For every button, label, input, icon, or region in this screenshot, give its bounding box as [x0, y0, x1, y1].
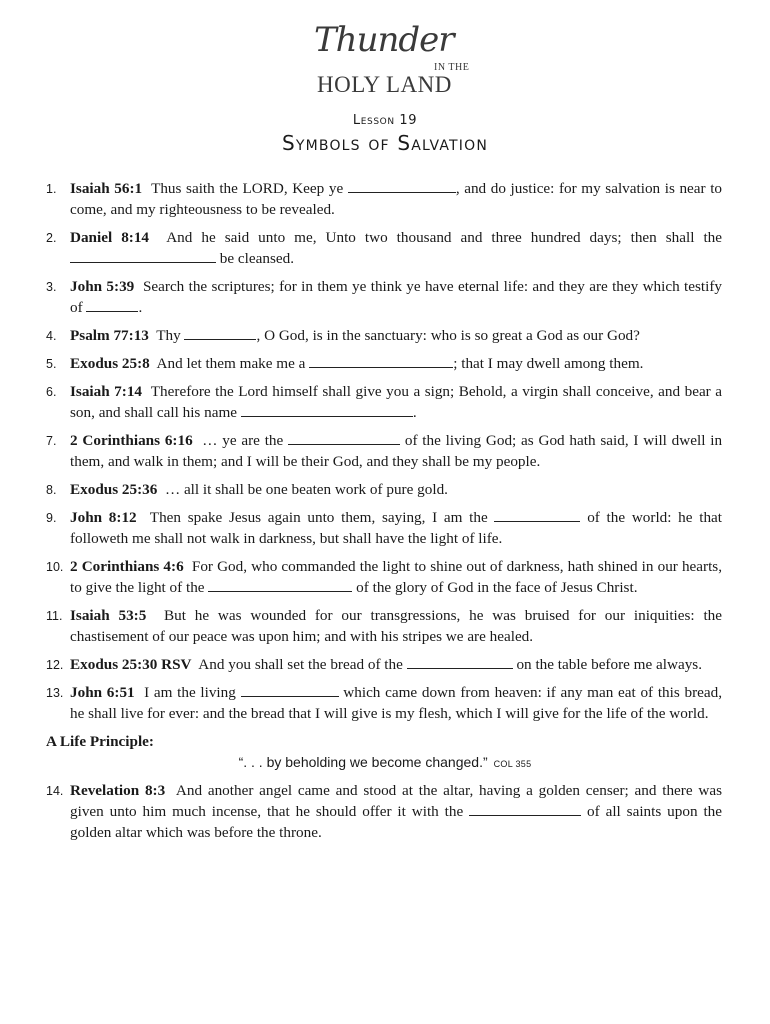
scripture-reference: Isaiah 53:5: [70, 607, 147, 624]
verse-text: … ye are the: [202, 432, 284, 449]
verse-text: … all it shall be one beaten work of pure gold.: [164, 481, 448, 498]
verse-text: on the table before me always.: [516, 656, 703, 673]
verse-text: .: [138, 299, 143, 316]
scripture-reference: Isaiah 7:14: [70, 383, 143, 400]
verse-text: Thus saith the LORD, Keep ye: [151, 180, 344, 197]
verse-text: And let them make me a: [156, 355, 306, 372]
verse-text: Thy: [156, 327, 181, 344]
item-number: 12.: [46, 658, 64, 672]
item-number: 6.: [46, 385, 57, 399]
scripture-reference: 2 Corinthians 4:6: [70, 558, 184, 575]
question-item-10: [0, 556, 722, 598]
scripture-reference: Daniel 8:14: [70, 229, 150, 246]
verse-text: ; that I may dwell among them.: [453, 355, 644, 372]
thunder-holy-land-logo: [300, 20, 470, 100]
item-number: 9.: [46, 511, 57, 525]
question-item-12: [0, 654, 722, 675]
verse-text: For God, who commanded the light to shine out of darkness, hath shined in our hearts, to give the light of the: [70, 558, 723, 596]
question-item-8: [0, 479, 722, 500]
item-number: 4.: [46, 329, 57, 343]
item-number: 3.: [46, 280, 57, 294]
question-list: [0, 178, 770, 850]
verse-text: .: [412, 404, 417, 421]
answer-blank[interactable]: [184, 327, 256, 340]
question-item-5: [0, 353, 722, 374]
question-item-11: [0, 605, 722, 647]
scripture-reference: Isaiah 56:1: [70, 180, 143, 197]
verse-text: And you shall set the bread of the: [198, 656, 403, 673]
logo-holy-land-text: HOLY LAND: [317, 72, 452, 97]
scripture-reference: Psalm 77:13: [70, 327, 149, 344]
question-item-3: [0, 276, 722, 318]
answer-blank[interactable]: [494, 509, 580, 522]
answer-blank[interactable]: [70, 250, 216, 263]
verse-text: Then spake Jesus again unto them, saying, I am the: [149, 509, 488, 526]
item-number: 11.: [46, 609, 63, 623]
item-number: 10.: [46, 560, 64, 574]
scripture-reference: John 5:39: [70, 278, 135, 295]
answer-blank[interactable]: [348, 180, 456, 193]
scripture-reference: Revelation 8:3: [70, 782, 166, 799]
question-item-6: [0, 381, 722, 423]
item-number: 7.: [46, 434, 57, 448]
verse-text: But he was wounded for our transgressions, he was bruised for our iniquities: the chastisement of our peace was upon him; and with his stripes we are healed.: [70, 607, 723, 645]
verse-text: , and do justice: for my salvation is near to come, and my righteousness to be revealed.: [70, 180, 723, 218]
scripture-reference: Exodus 25:30 RSV: [70, 656, 192, 673]
question-item-9: [0, 507, 722, 549]
verse-text: Search the scriptures; for in them ye think ye have eternal life: and they are they which testify of: [70, 278, 722, 316]
answer-blank[interactable]: [208, 579, 352, 592]
question-item-14: [0, 780, 722, 843]
question-item-2: [0, 227, 722, 269]
answer-blank[interactable]: [241, 404, 413, 417]
lesson-title: Symbols of Salvation: [281, 131, 489, 155]
verse-text: , O God, is in the sanctuary: who is so great a God as our God?: [256, 327, 640, 344]
verse-text: of all saints upon the golden altar which was before the throne.: [70, 803, 722, 841]
scripture-reference: Exodus 25:36: [70, 481, 158, 498]
answer-blank[interactable]: [309, 355, 453, 368]
verse-text: of the glory of God in the face of Jesus Christ.: [356, 579, 638, 596]
verse-text: And he said unto me, Unto two thousand and three hundred days; then shall the: [166, 229, 722, 246]
item-number: 1.: [46, 182, 57, 196]
answer-blank[interactable]: [86, 299, 138, 312]
question-item-13: [0, 682, 722, 724]
scripture-reference: 2 Corinthians 6:16: [70, 432, 193, 449]
scripture-reference: John 8:12: [70, 509, 137, 526]
item-number: 13.: [46, 686, 64, 700]
item-number: 8.: [46, 483, 57, 497]
item-number: 5.: [46, 357, 57, 371]
answer-blank[interactable]: [288, 432, 400, 445]
logo-in-the-text: IN THE: [434, 62, 470, 73]
verse-text: be cleansed.: [219, 250, 295, 267]
verse-text: And another angel came and stood at the altar, having a golden censer; and there was given unto him much incense, that he should offer it with the: [70, 782, 722, 820]
logo-thunder-text: Thunder: [314, 20, 454, 60]
question-item-4: [0, 325, 722, 346]
verse-text: I am the living: [144, 684, 236, 701]
item-number: 14.: [46, 784, 64, 798]
item-number: 2.: [46, 231, 57, 245]
verse-text: which came down from heaven: if any man eat of this bread, he shall live for ever: and the bread that I will give is my flesh, which I will give for the life of the world.: [70, 684, 722, 722]
answer-blank[interactable]: [469, 803, 581, 816]
verse-text: of the living God; as God hath said, I will dwell in them, and walk in them; and I will be their God, and they shall be my people.: [70, 432, 723, 470]
verse-text: Therefore the Lord himself shall give you a sign; Behold, a virgin shall conceive, and bear a son, and shall call his name: [70, 383, 722, 421]
life-principle-heading: A Life Principle:: [46, 733, 154, 750]
quote-text: “. . . by beholding we become changed.”: [238, 754, 488, 770]
quote-source: COL 355: [493, 759, 532, 769]
answer-blank[interactable]: [241, 684, 339, 697]
scripture-reference: John 6:51: [70, 684, 135, 701]
question-item-1: [0, 178, 722, 220]
question-item-7: [0, 430, 722, 472]
answer-blank[interactable]: [407, 656, 513, 669]
verse-text: of the world: he that followeth me shall not walk in darkness, but shall have the light of life.: [70, 509, 723, 547]
life-principle-quote: [0, 752, 770, 774]
scripture-reference: Exodus 25:8: [70, 355, 150, 372]
lesson-number: Lesson 19: [352, 113, 418, 128]
